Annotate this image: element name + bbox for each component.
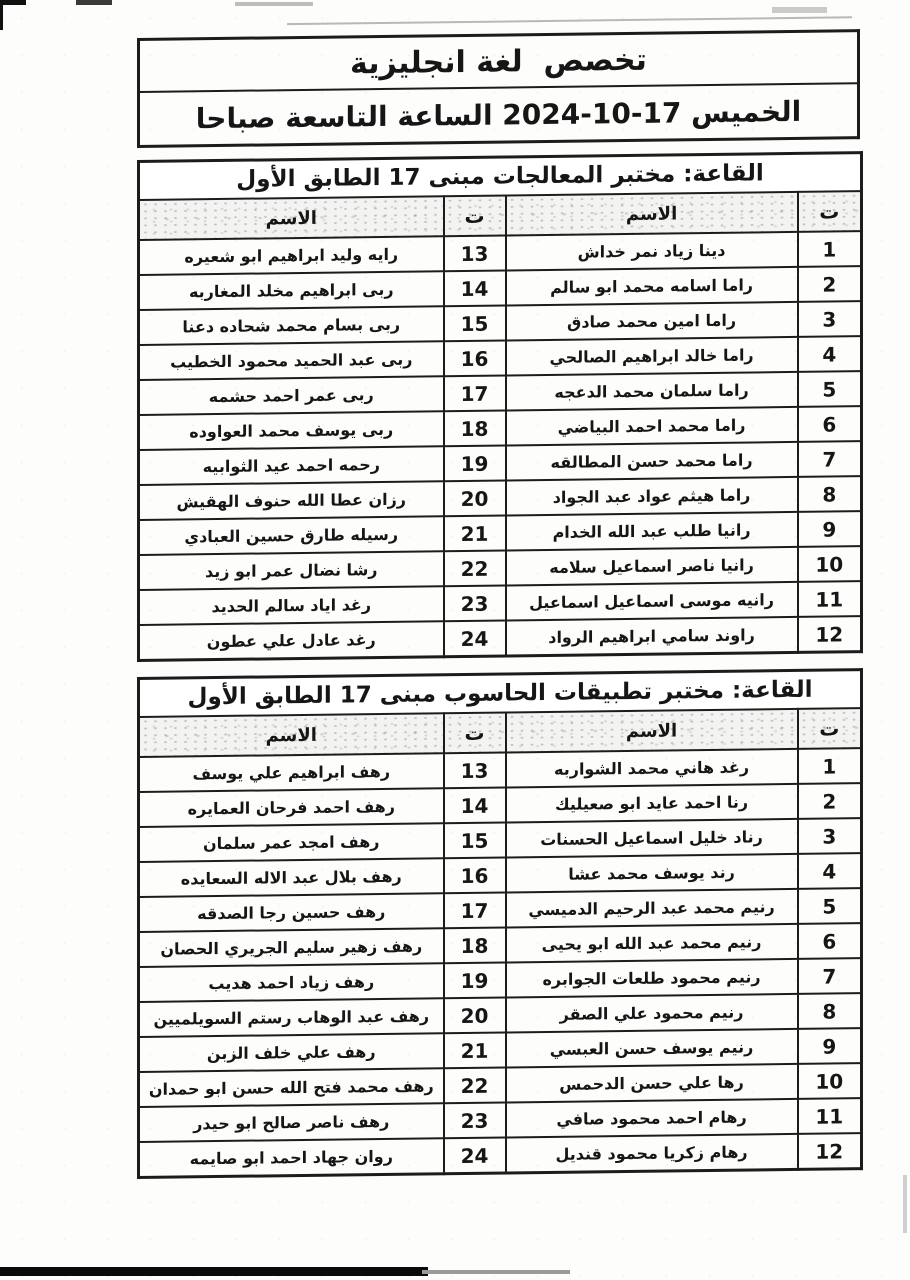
col-header-name: الاسم	[506, 709, 798, 753]
scan-artifact-dash	[772, 7, 827, 13]
student-name-cell: رهف بلال عبد الاله السعايده	[139, 858, 444, 897]
seq-number-cell: 3	[798, 818, 862, 854]
student-name-cell: رانيه موسى اسماعيل اسماعيل	[506, 582, 798, 621]
student-name-cell: رهام احمد محمود صافي	[506, 1099, 798, 1138]
header-row	[139, 31, 859, 92]
seq-number-cell: 22	[444, 550, 506, 586]
document-content	[137, 29, 860, 1194]
scan-artifact-dash	[235, 2, 313, 6]
seq-number-cell: 18	[444, 410, 506, 446]
session-datetime: الخميس 17-10-2024 الساعة التاسعة صباحا	[139, 83, 859, 146]
col-header-seq: ت	[798, 708, 862, 749]
student-name-cell: راوند سامي ابراهيم الرواد	[506, 617, 798, 656]
col-header-name: الاسم	[139, 196, 444, 240]
student-name-cell: رهف احمد فرحان العمايره	[139, 788, 444, 827]
seq-number-cell: 11	[798, 1098, 862, 1134]
seq-number-cell: 1	[798, 231, 862, 267]
col-header-seq: ت	[798, 191, 862, 232]
scan-artifact-corner-line	[0, 0, 3, 30]
student-name-cell: رهف ناصر صالح ابو حيدر	[139, 1103, 444, 1142]
student-name-cell: دينا زياد نمر خداش	[506, 232, 798, 271]
seq-number-cell: 16	[444, 857, 506, 893]
document-header	[137, 29, 860, 148]
student-name-cell: ربى بسام محمد شحاده دعنا	[139, 306, 444, 345]
student-name-cell: رها علي حسن الدحمس	[506, 1064, 798, 1103]
seq-number-cell: 6	[798, 406, 862, 442]
student-name-cell: رنيم محمد عبد الرحيم الدميسي	[506, 889, 798, 928]
seq-number-cell: 18	[444, 927, 506, 963]
student-name-cell: رهف محمد فتح الله حسن ابو حمدان	[139, 1068, 444, 1107]
seq-number-cell: 1	[798, 748, 862, 784]
room-2-rows	[139, 748, 862, 1177]
room-title: القاعة: مختبر تطبيقات الحاسوب مبنى 17 الطابق الأول	[139, 670, 862, 717]
student-name-cell: رغد هاني محمد الشواربه	[506, 749, 798, 788]
specialization-title: تخصص لغة انجليزية	[139, 31, 859, 92]
student-name-cell: ربى عبد الحميد محمود الخطيب	[139, 341, 444, 380]
student-row	[139, 1133, 862, 1177]
col-header-seq: ت	[444, 195, 506, 236]
seq-number-cell: 9	[798, 1028, 862, 1064]
student-name-cell: رنا احمد عايد ابو صعيليك	[506, 784, 798, 823]
student-name-cell: رحمه احمد عيد الثوابيه	[139, 446, 444, 485]
seq-number-cell: 5	[798, 371, 862, 407]
seq-number-cell: 21	[444, 1032, 506, 1068]
student-name-cell: رهف حسين رجا الصدقه	[139, 893, 444, 932]
seq-number-cell: 23	[444, 585, 506, 621]
student-name-cell: راما هيثم عواد عبد الجواد	[506, 477, 798, 516]
student-name-cell: رسيله طارق حسين العبادي	[139, 516, 444, 555]
student-name-cell: رنيم محمود علي الصقر	[506, 994, 798, 1033]
student-name-cell: راما سلمان محمد الدعجه	[506, 372, 798, 411]
seq-number-cell: 14	[444, 270, 506, 306]
seq-number-cell: 5	[798, 888, 862, 924]
seq-number-cell: 16	[444, 340, 506, 376]
seq-number-cell: 4	[798, 336, 862, 372]
student-name-cell: رنيم محمد عبد الله ابو يحيى	[506, 924, 798, 963]
student-name-cell: روان جهاد احمد ابو صايمه	[139, 1138, 444, 1177]
student-name-cell: راما امين محمد صادق	[506, 302, 798, 341]
student-name-cell: رهام زكريا محمود قنديل	[506, 1134, 798, 1173]
student-name-cell: رانيا ناصر اسماعيل سلامه	[506, 547, 798, 586]
student-name-cell: راما محمد احمد البياضي	[506, 407, 798, 446]
header-row	[139, 83, 859, 146]
seq-number-cell: 11	[798, 581, 862, 617]
seq-number-cell: 17	[444, 375, 506, 411]
scan-artifact-edge	[903, 1175, 907, 1233]
seq-number-cell: 15	[444, 822, 506, 858]
student-name-cell: راما اسامه محمد ابو سالم	[506, 267, 798, 306]
seq-number-cell: 15	[444, 305, 506, 341]
room-title: القاعة: مختبر المعالجات مبنى 17 الطابق الأول	[139, 153, 862, 200]
seq-number-cell: 24	[444, 620, 506, 656]
seq-number-cell: 9	[798, 511, 862, 547]
seq-number-cell: 19	[444, 962, 506, 998]
seq-number-cell: 8	[798, 993, 862, 1029]
student-name-cell: ربى ابراهيم مخلد المغاربه	[139, 271, 444, 310]
seq-number-cell: 8	[798, 476, 862, 512]
seq-number-cell: 7	[798, 958, 862, 994]
seq-number-cell: 10	[798, 546, 862, 582]
scan-artifact-streak	[287, 16, 852, 25]
seq-number-cell: 21	[444, 515, 506, 551]
seq-number-cell: 23	[444, 1102, 506, 1138]
room-table-1	[137, 151, 863, 662]
student-name-cell: رشا نضال عمر ابو زيد	[139, 551, 444, 590]
student-name-cell: راما خالد ابراهيم الصالحي	[506, 337, 798, 376]
seq-number-cell: 7	[798, 441, 862, 477]
seq-number-cell: 14	[444, 787, 506, 823]
seq-number-cell: 20	[444, 997, 506, 1033]
student-name-cell: رناد خليل اسماعيل الحسنات	[506, 819, 798, 858]
seq-number-cell: 12	[798, 1133, 862, 1169]
student-name-cell: رغد عادل علي عطون	[139, 621, 444, 660]
seq-number-cell: 13	[444, 752, 506, 788]
seq-number-cell: 19	[444, 445, 506, 481]
student-name-cell: رغد اياد سالم الحديد	[139, 586, 444, 625]
student-name-cell: رهف امجد عمر سلمان	[139, 823, 444, 862]
col-header-seq: ت	[444, 712, 506, 753]
seq-number-cell: 6	[798, 923, 862, 959]
seq-number-cell: 2	[798, 266, 862, 302]
student-name-cell: رهف ابراهيم علي يوسف	[139, 753, 444, 792]
scan-artifact-bottom-gray	[422, 1270, 570, 1274]
room-table-2	[137, 668, 863, 1179]
student-name-cell: رنيم محمود طلعات الجوابره	[506, 959, 798, 998]
seq-number-cell: 4	[798, 853, 862, 889]
seq-number-cell: 3	[798, 301, 862, 337]
student-name-cell: رهف زياد احمد هديب	[139, 963, 444, 1002]
student-name-cell: رند يوسف محمد عشا	[506, 854, 798, 893]
seq-number-cell: 22	[444, 1067, 506, 1103]
student-name-cell: رنيم يوسف حسن العبسي	[506, 1029, 798, 1068]
student-name-cell: رزان عطا الله حنوف الهقيش	[139, 481, 444, 520]
student-name-cell: رهف زهير سليم الجريري الحصان	[139, 928, 444, 967]
scan-artifact-corner-dash	[0, 0, 26, 5]
col-header-name: الاسم	[506, 192, 798, 236]
seq-number-cell: 20	[444, 480, 506, 516]
student-name-cell: ربى عمر احمد حشمه	[139, 376, 444, 415]
student-name-cell: رهف علي خلف الزبن	[139, 1033, 444, 1072]
seq-number-cell: 17	[444, 892, 506, 928]
room-1-rows	[139, 231, 862, 660]
col-header-name: الاسم	[139, 713, 444, 757]
student-name-cell: رايه وليد ابراهيم ابو شعيره	[139, 236, 444, 275]
seq-number-cell: 24	[444, 1137, 506, 1173]
scan-artifact-dash	[76, 0, 112, 5]
student-row	[139, 616, 862, 660]
seq-number-cell: 2	[798, 783, 862, 819]
seq-number-cell: 10	[798, 1063, 862, 1099]
student-name-cell: رهف عبد الوهاب رستم السويلميين	[139, 998, 444, 1037]
seq-number-cell: 12	[798, 616, 862, 652]
scan-artifact-bottom-bar	[0, 1267, 428, 1276]
student-name-cell: ربى يوسف محمد العواوده	[139, 411, 444, 450]
student-name-cell: راما محمد حسن المطالقه	[506, 442, 798, 481]
seq-number-cell: 13	[444, 235, 506, 271]
student-name-cell: رانيا طلب عبد الله الخدام	[506, 512, 798, 551]
